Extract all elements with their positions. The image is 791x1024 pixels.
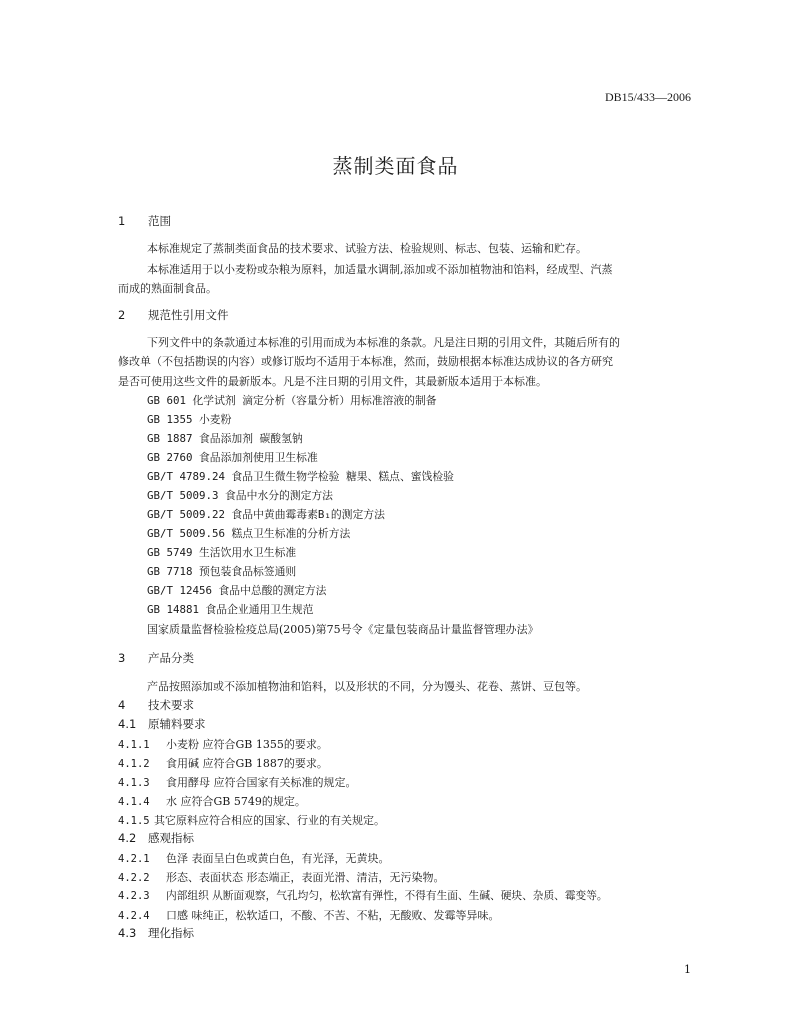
section-2-heading: [118, 307, 229, 323]
subsection-title: 理化指标: [148, 926, 194, 940]
section-number: 4: [118, 698, 126, 712]
s1-paragraph-2b: 而成的熟面制食品。: [118, 282, 217, 295]
clause-item: [118, 907, 500, 923]
clause-text: 食用碱 应符合GB 1887的要求。: [166, 757, 328, 770]
s1-paragraph-1: 本标准规定了蒸制类面食品的技术要求、试验方法、检验规则、标志、包装、运输和贮存。: [147, 242, 587, 255]
reference-item: 国家质量监督检验检疫总局(2005)第75号令《定量包装商品计量监督管理办法》: [147, 623, 539, 636]
clause-number: 4.1.1: [118, 739, 150, 751]
reference-item: GB/T 5009.22 食品中黄曲霉毒素B₁的测定方法: [147, 508, 385, 521]
page-number: 1: [684, 963, 691, 976]
clause-text: 内部组织 从断面观察，气孔均匀，松软富有弹性，不得有生面、生碱、硬块、杂质、霉变等。: [166, 889, 608, 902]
clause-item: [118, 869, 445, 885]
s2-paragraph-line-3: 是否可使用这些文件的最新版本。凡是不注日期的引用文件，其最新版本适用于本标准。: [118, 375, 547, 388]
clause-number: 4.1.5: [118, 815, 150, 827]
section-number: 2: [118, 308, 126, 322]
standard-code: DB15/433—2006: [604, 90, 691, 104]
reference-item: GB 5749 生活饮用水卫生标准: [147, 546, 297, 559]
clause-item: [118, 888, 608, 903]
clause-text: 水 应符合GB 5749的规定。: [166, 795, 306, 808]
clause-item: [118, 850, 390, 866]
subsection-4-2-heading: [118, 830, 194, 846]
reference-item: GB/T 5009.3 食品中水分的测定方法: [147, 489, 333, 502]
subsection-title: 原辅料要求: [148, 717, 206, 731]
clause-text: 口感 味纯正，松软适口，不酸、不苦、不粘，无酸败、发霉等异味。: [166, 909, 500, 922]
clause-number: 4.2.2: [118, 872, 150, 884]
reference-item: GB 2760 食品添加剂使用卫生标准: [147, 451, 318, 464]
s2-paragraph-line-1: 下列文件中的条款通过本标准的引用而成为本标准的条款。凡是注日期的引用文件，其随后所有的: [147, 336, 620, 349]
clause-number: 4.2.1: [118, 853, 150, 865]
subsection-number: 4.2: [118, 831, 137, 845]
subsection-4-3-heading: [118, 925, 194, 941]
s3-paragraph: 产品按照添加或不添加植物油和馅料，以及形状的不同，分为馒头、花卷、蒸饼、豆包等。: [147, 680, 587, 693]
clause-number: 4.1.3: [118, 777, 150, 789]
reference-item: GB 14881 食品企业通用卫生规范: [147, 603, 314, 616]
s2-paragraph-line-2: 修改单（不包括勘误的内容）或修订版均不适用于本标准，然而，鼓励根据本标准达成协议的各方研究: [118, 355, 613, 368]
section-1-heading: [118, 213, 171, 229]
subsection-4-1-heading: [118, 716, 206, 732]
clause-number: 4.1.2: [118, 758, 150, 770]
section-3-heading: [118, 650, 194, 666]
clause-text: 食用酵母 应符合国家有关标准的规定。: [166, 776, 357, 789]
clause-number: 4.2.4: [118, 910, 150, 922]
s1-paragraph-2a: 本标准适用于以小麦粉或杂粮为原料，加适量水调制,添加或不添加植物油和馅料，经成型、汽蒸: [147, 263, 613, 276]
subsection-number: 4.1: [118, 717, 137, 731]
section-title: 范围: [148, 214, 171, 228]
reference-item: GB 1355 小麦粉: [147, 413, 232, 426]
reference-item: GB/T 12456 食品中总酸的测定方法: [147, 584, 327, 597]
reference-item: GB/T 5009.56 糕点卫生标准的分析方法: [147, 527, 351, 540]
section-title: 技术要求: [148, 698, 194, 712]
clause-item: [118, 812, 385, 828]
reference-item: GB 601 化学试剂 滴定分析（容量分析）用标准溶液的制备: [147, 394, 437, 407]
section-4-heading: [118, 697, 194, 713]
clause-text: 色泽 表面呈白色或黄白色，有光泽，无黄块。: [166, 852, 390, 865]
reference-item: GB/T 4789.24 食品卫生微生物学检验 糖果、糕点、蜜饯检验: [147, 470, 454, 483]
section-title: 规范性引用文件: [148, 308, 229, 322]
clause-number: 4.1.4: [118, 796, 150, 808]
clause-item: [118, 774, 357, 790]
reference-item: GB 1887 食品添加剂 碳酸氢钠: [147, 432, 303, 445]
subsection-title: 感观指标: [148, 831, 194, 845]
clause-item: [118, 793, 306, 809]
document-title: 蒸制类面食品: [332, 154, 459, 178]
clause-text: 形态、表面状态 形态端正，表面光滑、清洁，无污染物。: [166, 871, 445, 884]
section-number: 3: [118, 651, 126, 665]
section-number: 1: [118, 214, 126, 228]
clause-item: [118, 755, 328, 771]
clause-item: [118, 736, 328, 752]
subsection-number: 4.3: [118, 926, 137, 940]
clause-text: 其它原料应符合相应的国家、行业的有关规定。: [154, 814, 385, 827]
clause-text: 小麦粉 应符合GB 1355的要求。: [166, 738, 328, 751]
clause-number: 4.2.3: [118, 890, 150, 902]
reference-item: GB 7718 预包装食品标签通则: [147, 565, 297, 578]
section-title: 产品分类: [148, 651, 194, 665]
